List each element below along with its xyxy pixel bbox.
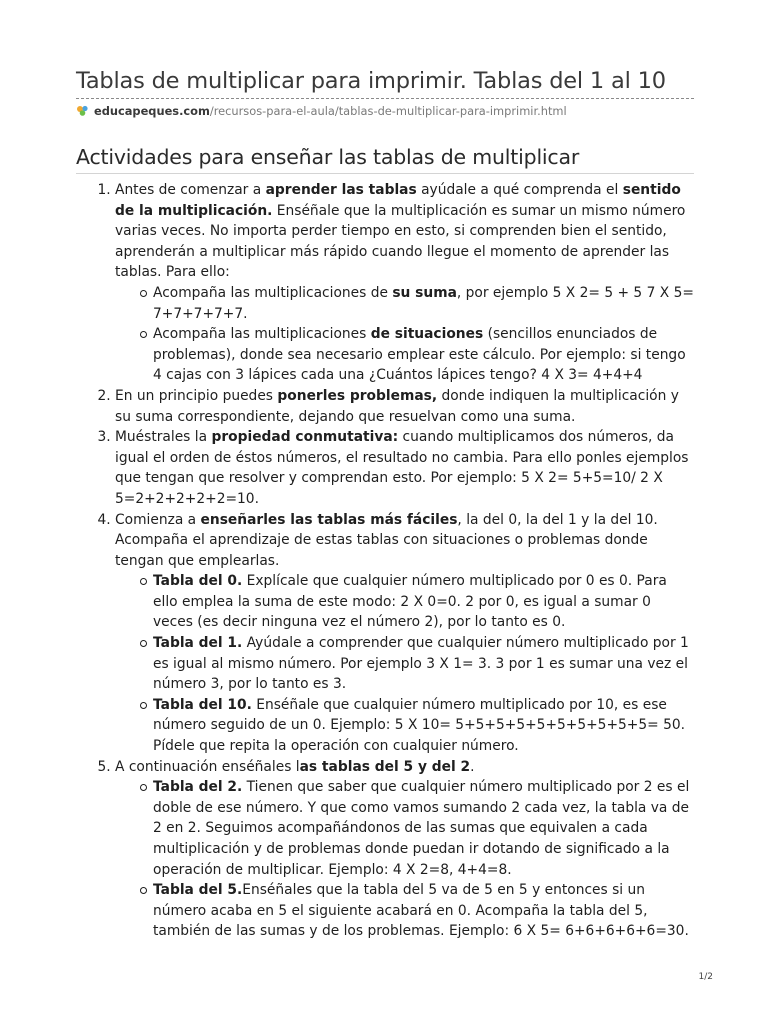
- body-text: En un principio puedes: [115, 387, 278, 404]
- bold-text: aprender las tablas: [265, 182, 417, 198]
- bold-text: Tabla del 0.: [153, 573, 243, 590]
- body-text: donde indiquen la multiplicación y su suma correspondiente, dejando que resuelvan como una suma.: [115, 387, 679, 425]
- body-text: Explícale que cualquier número multiplicado por 0 es 0. Para ello emplea la suma de este modo: 2 X 0=0. 2 por 0, es igual a sumar 0 veces (es decir ninguna vez el número 2), por lo tanto es 0.: [153, 573, 667, 631]
- page-number: 1/2: [698, 972, 713, 982]
- title-divider: [76, 98, 694, 99]
- body-text: cuando multiplicamos dos números, da igual el orden de éstos números, el resultado no cambia. Para ello ponles ejemplos que tengan que resolver y comprendan esto. Por ejemplo: 5 X 2= 5+5=10/ 2 X 5=2+2+2+2+2=10.: [115, 429, 689, 507]
- source-domain[interactable]: educapeques.com: [94, 104, 210, 118]
- body-text: Ayúdale a comprender que cualquier número multiplicado por 1 es igual al mismo número. Por ejemplo 3 X 1= 3. 3 por 1 es sumar una vez el número 3, por lo tanto es 3.: [153, 635, 689, 693]
- body-text: Comienza a: [115, 511, 201, 528]
- source-url[interactable]: [76, 104, 694, 118]
- sub-list: [115, 283, 694, 386]
- body-text: Antes de comenzar a: [115, 182, 266, 198]
- body-text: Enséñales que la tabla del 5 va de 5 en 5 y entonces si un número acaba en 5 el siguiente acabará en 0. Acompaña la tabla del 5, también de las sumas y de los problemas. Ejemplo: 6 X 5= 6+6+6+6+6=30.: [153, 882, 689, 940]
- bold-text: Tabla del 5.: [153, 882, 243, 899]
- sub-list-item: [153, 324, 694, 386]
- list-item: [115, 180, 694, 386]
- body-text: .: [470, 758, 475, 775]
- body-text: Tienen que saber que cualquier número multiplicado por 2 es el doble de ese número. Y que como vamos sumando 2 cada vez, la tabla va de 2 en 2. Seguimos acompañándonos de las sumas que equivalen a cada multiplicación y de problemas donde puedan ir dotando de significado a la operación de multiplicar. Ejemplo: 4 X 2=8, 4+4=8.: [153, 779, 690, 878]
- heading-divider: [76, 173, 694, 174]
- sub-list: [115, 777, 694, 942]
- section-heading: Actividades para enseñar las tablas de multiplicar: [76, 145, 580, 169]
- list-item: [115, 757, 694, 942]
- source-path[interactable]: /recursos-para-el-aula/tablas-de-multiplicar-para-imprimir.html: [209, 104, 567, 118]
- bold-text: su suma: [392, 284, 457, 301]
- body-text: A continuación enséñales l: [115, 758, 300, 775]
- bold-text: propiedad conmutativa:: [211, 429, 399, 446]
- body-text: , por ejemplo 5 X 2= 5 + 5 7 X 5= 7+7+7+7+7.: [153, 284, 694, 322]
- body-text: Enséñale que la multiplicación es sumar un mismo número varias veces. No importa perder tiempo en esto, si comprenden bien el sentido, aprenderán a multiplicar más rápido cuando llegue el momento de aprender las tablas. Para ello:: [115, 202, 686, 281]
- list-item: [115, 427, 694, 509]
- body-text: Acompaña las multiplicaciones: [153, 326, 371, 343]
- document-page: [76, 0, 694, 942]
- bold-text: Tabla del 2.: [153, 779, 243, 796]
- bold-text: Tabla del 10.: [153, 696, 252, 713]
- body-text: ayúdale a qué comprenda el: [416, 182, 623, 198]
- body-text: Enséñale que cualquier número multiplicado por 10, es ese número seguido de un 0. Ejemplo: 5 X 10= 5+5+5+5+5+5+5+5+5+5= 50. Pídele que repita la operación con cualquier número.: [153, 696, 686, 755]
- sub-list-item: [153, 283, 694, 324]
- bold-text: Tabla del 1.: [153, 635, 243, 652]
- bold-text: enseñarles las tablas más fáciles: [200, 511, 458, 528]
- sub-list: [115, 571, 694, 756]
- activities-list: [76, 180, 694, 942]
- sub-list-item: [153, 633, 694, 695]
- list-item: [115, 510, 694, 757]
- sub-list-item: [153, 880, 694, 942]
- body-text: Muéstrales la: [115, 429, 212, 446]
- body-text: Acompaña las multiplicaciones de: [153, 284, 393, 301]
- bold-text: as tablas del 5 y del 2: [299, 758, 471, 775]
- sub-list-item: [153, 777, 694, 880]
- sub-list-item: [153, 571, 694, 633]
- list-item: [115, 386, 694, 427]
- bold-text: sentido de la multiplicación.: [115, 182, 681, 219]
- bold-text: de situaciones: [370, 326, 484, 343]
- bold-text: ponerles problemas,: [277, 387, 438, 404]
- page-title: Tablas de multiplicar para imprimir. Tablas del 1 al 10: [76, 68, 666, 94]
- body-text: (sencillos enunciados de problemas), donde sea necesario emplear este cálculo. Por ejemplo: si tengo 4 cajas con 3 lápices cada una ¿Cuántos lápices tengo? 4 X 3= 4+4+4: [153, 326, 686, 384]
- sub-list-item: [153, 695, 694, 757]
- site-logo-icon: [76, 105, 90, 117]
- body-text: , la del 0, la del 1 y la del 10. Acompaña el aprendizaje de estas tablas con situaciones o problemas donde tengan que emplearlas.: [115, 511, 658, 569]
